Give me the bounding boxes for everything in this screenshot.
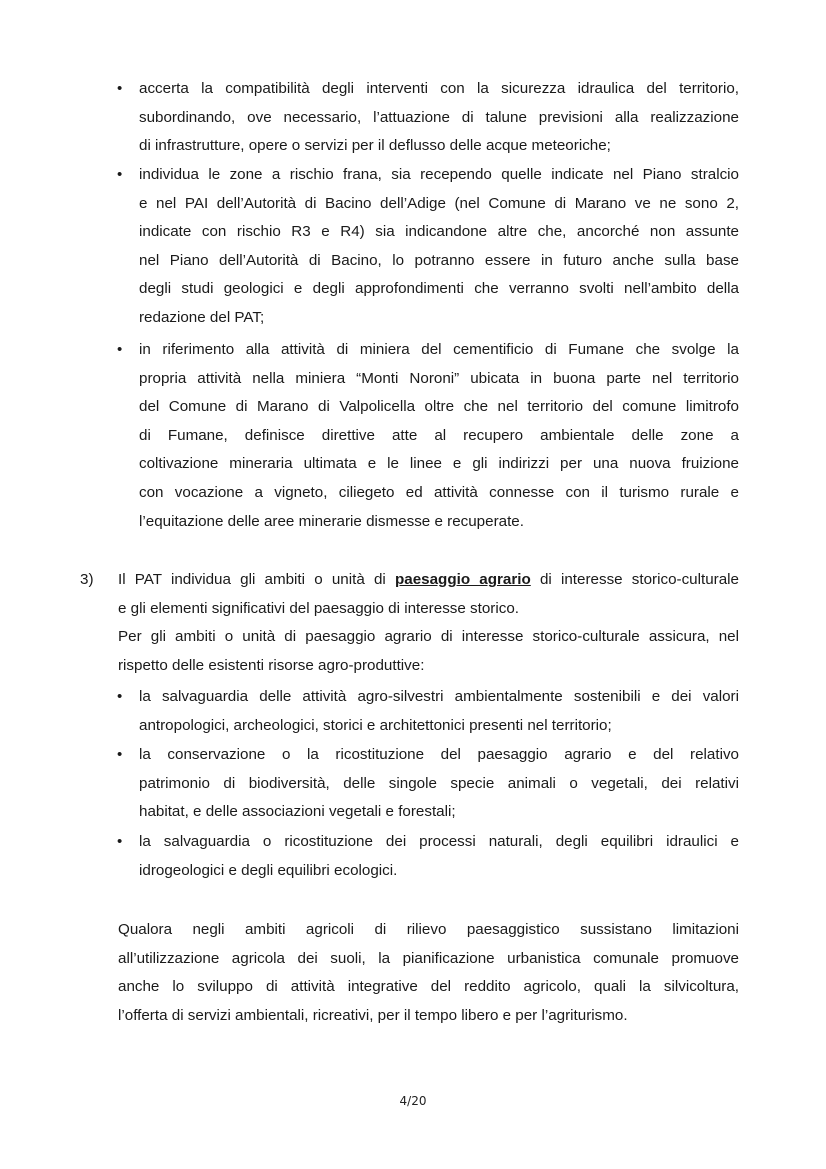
text-line: habitat, e delle associazioni vegetali e forestali; <box>139 803 456 821</box>
text-line: Qualora negli ambiti agricoli di rilievo paesaggistico sussistano limitazioni <box>118 921 739 938</box>
text-line: la conservazione o la ricostituzione del paesaggio agrario e del relativo <box>139 746 739 763</box>
text-line: la salvaguardia o ricostituzione dei processi naturali, degli equilibri idraulici e <box>139 833 739 850</box>
bullet-b-3 <box>139 828 739 885</box>
text-line: con vocazione a vigneto, ciliegeto ed attività connesse con il turismo rurale e <box>139 483 739 501</box>
text-line: in riferimento alla attività di miniera del cementificio di Fumane che svolge la <box>139 341 739 358</box>
text-line: l’equitazione delle aree minerarie dismesse e recuperate. <box>139 512 524 530</box>
text-line: subordinando, ove necessario, l’attuazione di talune previsioni alla realizzazione <box>139 108 739 126</box>
text-line: del Comune di Marano di Valpolicella oltre che nel territorio del comune limitrofo <box>139 398 739 416</box>
text-line: di Fumane, definisce direttive atte al recupero ambientale delle zone a <box>139 426 739 444</box>
text-line: anche lo sviluppo di attività integrative del reddito agricolo, quali la silvicoltura, <box>118 978 739 996</box>
section-3-heading <box>118 566 739 680</box>
text-line: rispetto delle esistenti risorse agro-produttive: <box>118 656 425 674</box>
text-line: Per gli ambiti o unità di paesaggio agrario di interesse storico-culturale assicura, nel <box>118 628 739 646</box>
text-line: e gli elementi significativi del paesaggio di interesse storico. <box>118 599 519 617</box>
text-line: accerta la compatibilità degli interventi con la sicurezza idraulica del territorio, <box>139 80 739 97</box>
text-fragment: Il PAT individua gli ambiti o unità di <box>118 571 395 588</box>
bullet-marker: • <box>117 341 123 358</box>
bullet-marker: • <box>117 746 123 763</box>
bullet-marker: • <box>117 166 123 183</box>
bullet-marker: • <box>117 80 123 97</box>
bullet-marker: • <box>117 688 123 705</box>
bullet-b-2 <box>139 741 739 827</box>
text-line <box>118 566 739 595</box>
text-line: nel Piano dell’Autorità di Bacino, lo potranno essere in futuro anche sulla base <box>139 251 739 269</box>
text-line: coltivazione mineraria ultimata e le linee e gli indirizzi per una nuova fruizione <box>139 455 739 473</box>
closing-paragraph <box>118 916 739 1030</box>
text-line: indicate con rischio R3 e R4) sia indicandone altre che, ancorché non assunte <box>139 223 739 241</box>
text-line: individua le zone a rischio frana, sia recependo quelle indicate nel Piano stralcio <box>139 166 739 183</box>
key-term: paesaggio agrario <box>394 571 531 588</box>
text-line: e nel PAI dell’Autorità di Bacino dell’Adige (nel Comune di Marano ve ne sono 2, <box>139 194 739 212</box>
text-line: antropologici, archeologici, storici e architettonici presenti nel territorio; <box>139 716 612 734</box>
text-line: redazione del PAT; <box>139 308 265 326</box>
text-line: propria attività nella miniera “Monti Noroni” ubicata in buona parte nel territorio <box>139 369 739 387</box>
bullet-a-1 <box>139 75 739 161</box>
text-line: la salvaguardia delle attività agro-silvestri ambientalmente sostenibili e dei valori <box>139 688 739 705</box>
text-line: idrogeologici e degli equilibri ecologici. <box>139 861 398 879</box>
text-line: degli studi geologici e degli approfondimenti che verranno svolti nell’ambito della <box>139 280 739 298</box>
text-line: all’utilizzazione agricola dei suoli, la pianificazione urbanistica comunale promuove <box>118 949 739 967</box>
bullet-marker: • <box>117 833 123 850</box>
text-line: di infrastrutture, opere o servizi per il deflusso delle acque meteoriche; <box>139 137 611 155</box>
page-number: 4/20 <box>399 1094 427 1108</box>
text-line: l’offerta di servizi ambientali, ricreativi, per il tempo libero e per l’agriturismo. <box>118 1006 628 1024</box>
bullet-b-1 <box>139 683 739 740</box>
bullet-a-3 <box>139 336 739 536</box>
bullet-a-2 <box>139 161 739 333</box>
text-line: patrimonio di biodiversità, delle singole specie animali o vegetali, dei relativi <box>139 774 739 792</box>
section-number: 3) <box>80 571 94 588</box>
text-fragment: di interesse storico-culturale <box>530 571 739 588</box>
